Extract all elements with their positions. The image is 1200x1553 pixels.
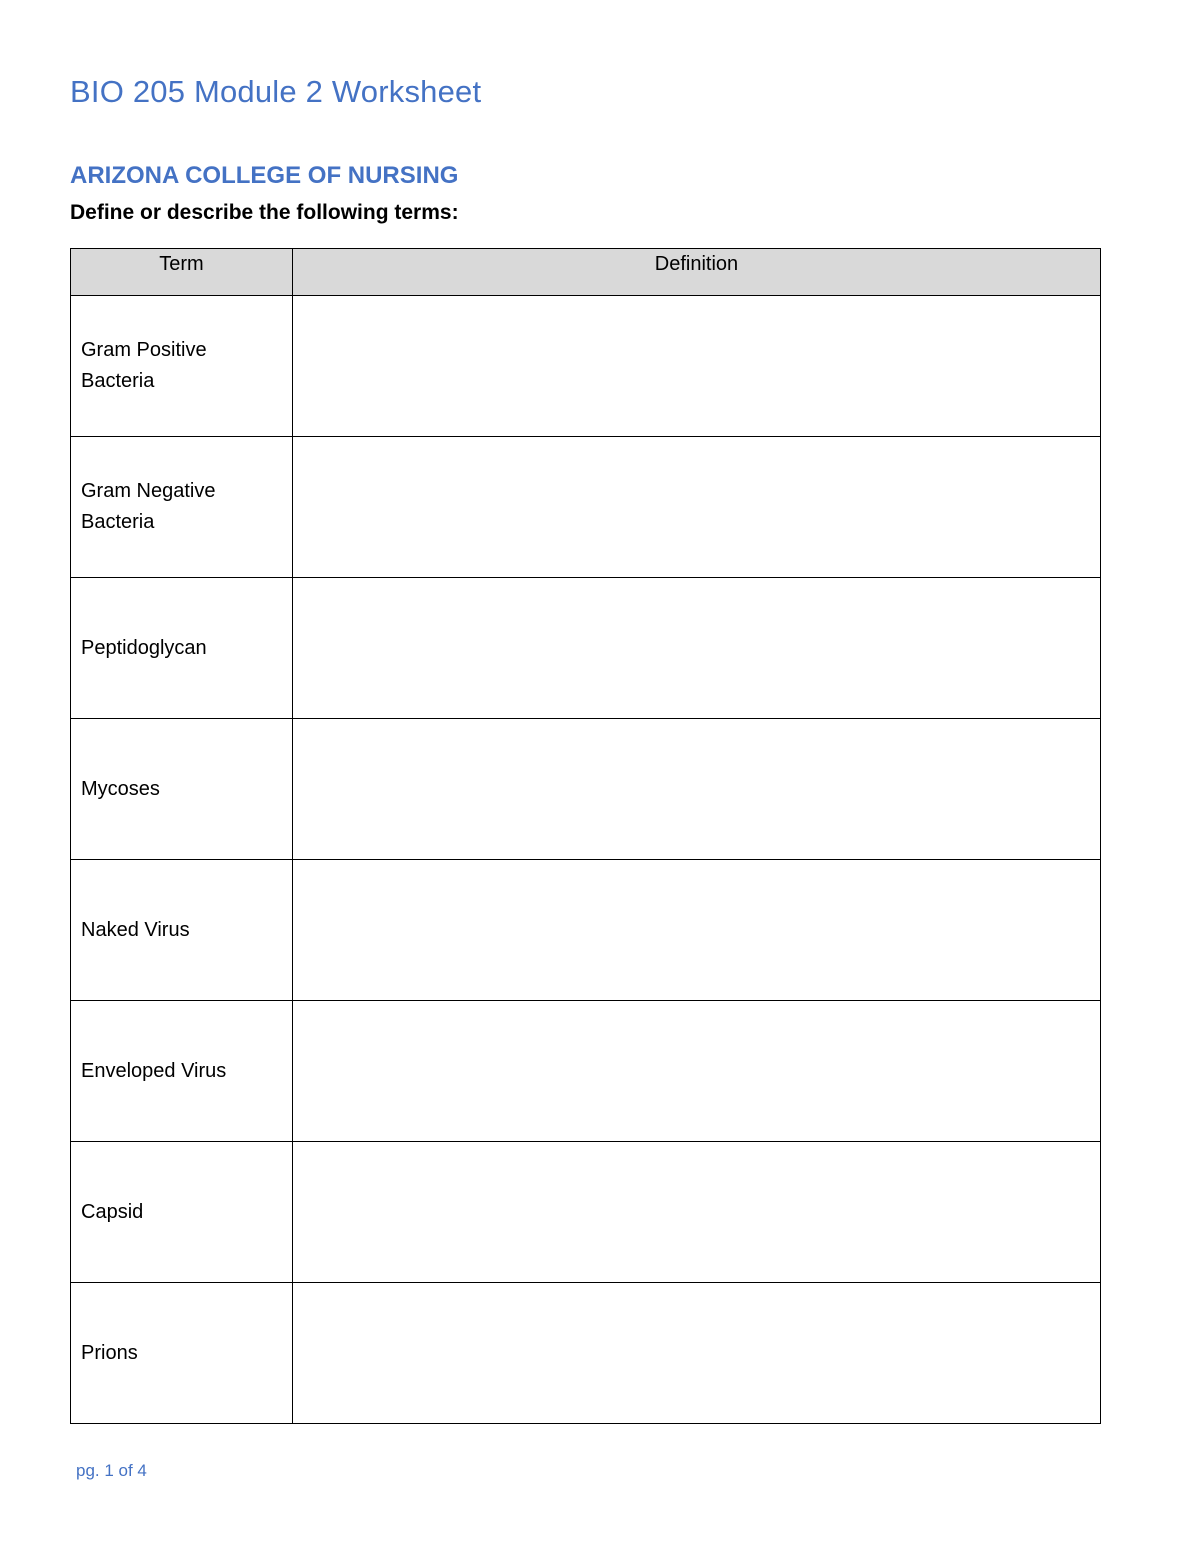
term-cell: Naked Virus <box>71 860 293 1001</box>
definition-cell[interactable] <box>293 296 1101 437</box>
definition-cell[interactable] <box>293 719 1101 860</box>
terms-table <box>70 248 1101 1424</box>
term-cell: Prions <box>71 1283 293 1424</box>
table-row <box>71 296 1101 437</box>
term-cell: Enveloped Virus <box>71 1001 293 1142</box>
organization-heading: ARIZONA COLLEGE OF NURSING <box>70 162 459 189</box>
term-cell: Peptidoglycan <box>71 578 293 719</box>
definition-column-header: Definition <box>293 249 1101 296</box>
definition-cell[interactable] <box>293 1001 1101 1142</box>
term-cell: Gram Negative Bacteria <box>71 437 293 578</box>
term-column-header: Term <box>71 249 293 296</box>
term-cell: Gram Positive Bacteria <box>71 296 293 437</box>
definition-cell[interactable] <box>293 860 1101 1001</box>
term-cell: Capsid <box>71 1142 293 1283</box>
table-row <box>71 437 1101 578</box>
table-row <box>71 1001 1101 1142</box>
page-number: pg. 1 of 4 <box>76 1461 147 1480</box>
definition-cell[interactable] <box>293 1142 1101 1283</box>
instructions-text: Define or describe the following terms: <box>70 201 459 224</box>
table-header-row <box>71 249 1101 296</box>
document-title: BIO 205 Module 2 Worksheet <box>70 74 482 109</box>
table-row <box>71 860 1101 1001</box>
table-row <box>71 1283 1101 1424</box>
definition-cell[interactable] <box>293 578 1101 719</box>
table-row <box>71 578 1101 719</box>
table-row <box>71 719 1101 860</box>
table-row <box>71 1142 1101 1283</box>
term-cell: Mycoses <box>71 719 293 860</box>
definition-cell[interactable] <box>293 437 1101 578</box>
definition-cell[interactable] <box>293 1283 1101 1424</box>
